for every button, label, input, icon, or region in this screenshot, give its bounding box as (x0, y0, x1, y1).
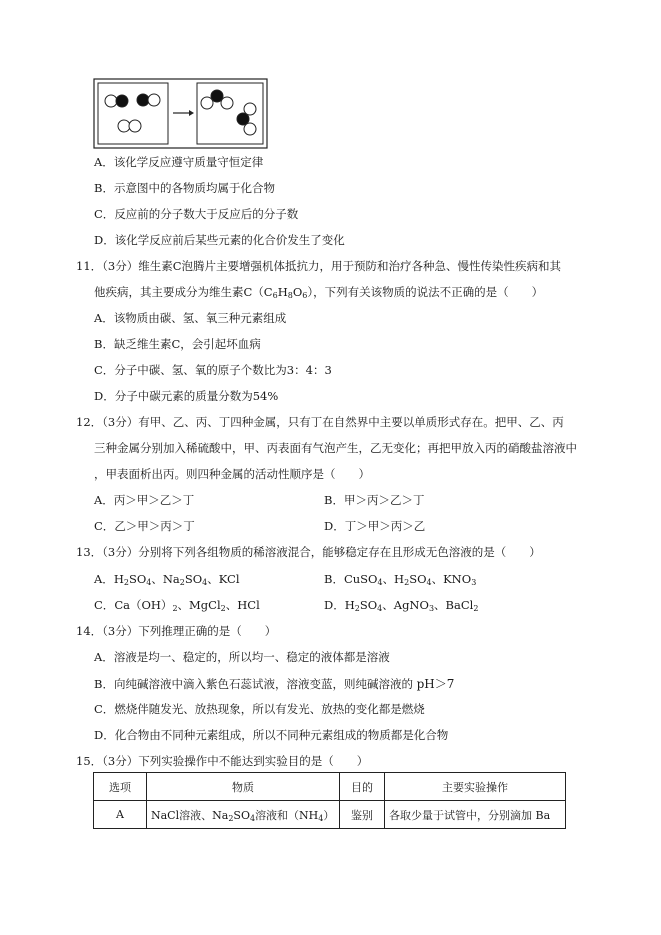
q12-stem-line3: ，甲表面析出丙。则四种金属的活动性顺序是（ ） (94, 467, 370, 481)
q10-option-c: C．反应前的分子数大于反应后的分子数 (94, 207, 299, 221)
q12-option-b: B．甲＞丙＞乙＞丁 (324, 493, 425, 507)
q14-option-d: D．化合物由不同种元素组成，所以不同种元素组成的物质都是化合物 (94, 728, 449, 742)
q10-option-b: B．示意图中的各物质均属于化合物 (94, 181, 275, 195)
q15-stem: 15．（3分）下列实验操作中不能达到实验目的是（ ） (76, 754, 369, 768)
white-atom (105, 95, 117, 107)
q10-option-d: D．该化学反应前后某些元素的化合价发生了变化 (94, 233, 345, 247)
q13-option-c: C．$Ca(OH)_2$、MgCl$_2$、HCl (94, 598, 260, 613)
q11-option-b: B．缺乏维生素C，会引起坏血病 (94, 337, 261, 351)
black-atom (116, 95, 128, 107)
table-row (94, 801, 566, 829)
q13-stem: 13．（3分）分别将下列各组物质的稀溶液混合，能够稳定存在且形成无色溶液的是（ ） (76, 545, 541, 559)
header-operation: 主要实验操作 (385, 773, 566, 801)
q11-option-d: D．分子中碳元素的质量分数为54% (94, 389, 279, 403)
cell-option: A (94, 801, 147, 829)
black-atom (137, 94, 149, 106)
q12-option-d: D．丁＞甲＞丙＞乙 (324, 519, 426, 533)
white-atom (118, 120, 130, 132)
white-atom (244, 123, 256, 135)
cell-substance: NaCl溶液、$Na_2SO_4$溶液和$(NH_4)$ (147, 801, 340, 829)
header-purpose: 目的 (340, 773, 385, 801)
q11-option-a: A．该物质由碳、氢、氧三种元素组成 (94, 311, 287, 325)
q12-stem-line2: 三种金属分别加入稀硫酸中，甲、丙表面有气泡产生，乙无变化；再把甲放入丙的硝酸盐溶液中 (94, 441, 577, 455)
q10-option-a: A．该化学反应遵守质量守恒定律 (94, 155, 264, 169)
white-atom (129, 120, 141, 132)
table-header-row (94, 773, 566, 801)
white-atom (148, 94, 160, 106)
q15-experiment-table (93, 772, 566, 829)
reaction-diagram (93, 78, 268, 149)
header-option: 选项 (94, 773, 147, 801)
q14-option-c: C．燃烧伴随发光、放热现象，所以有发光、放热的变化都是燃烧 (94, 702, 425, 716)
q13-option-b: B．CuSO$_4$、$H_2SO_4$、$KNO_3$ (324, 572, 477, 587)
q12-option-a: A．丙＞甲＞乙＞丁 (94, 493, 195, 507)
q13-option-d: D．$H_2SO_4$、AgNO$_3$、BaCl$_2$ (324, 598, 479, 613)
q14-option-b: B．向纯碱溶液中滴入紫色石蕊试液，溶液变蓝，则纯碱溶液的 pH＞7 (94, 677, 455, 691)
q14-stem: 14．（3分）下列推理正确的是（ ） (76, 624, 277, 638)
q14-option-a: A．溶液是均一、稳定的，所以均一、稳定的液体都是溶液 (94, 650, 390, 664)
reaction-arrow-head (189, 110, 194, 116)
white-atom (221, 97, 233, 109)
q11-option-c: C．分子中碳、氢、氧的原子个数比为3：4：3 (94, 363, 332, 377)
q12-stem-line1: 12．（3分）有甲、乙、丙、丁四种金属，只有丁在自然界中主要以单质形式存在。把甲、乙、丙 (76, 415, 564, 429)
q12-option-c: C．乙＞甲＞丙＞丁 (94, 519, 195, 533)
cell-purpose: 鉴别 (340, 801, 385, 829)
reactants-box (98, 83, 168, 144)
header-substance: 物质 (147, 773, 340, 801)
q13-option-a: A．$H_2SO_4$、$Na_2SO_4$、KCl (94, 572, 240, 587)
q11-stem-line2: 他疾病，其主要成分为维生素$C(C_6H_8O_6)$，下列有关该物质的说法不正确的是（ ） (94, 285, 544, 300)
q11-stem-line1: 11．（3分）维生素C泡腾片主要增强机体抵抗力，用于预防和治疗各种急、慢性传染性疾病和其 (76, 259, 562, 273)
cell-operation: 各取少量于试管中，分别滴加 Ba (385, 801, 566, 829)
